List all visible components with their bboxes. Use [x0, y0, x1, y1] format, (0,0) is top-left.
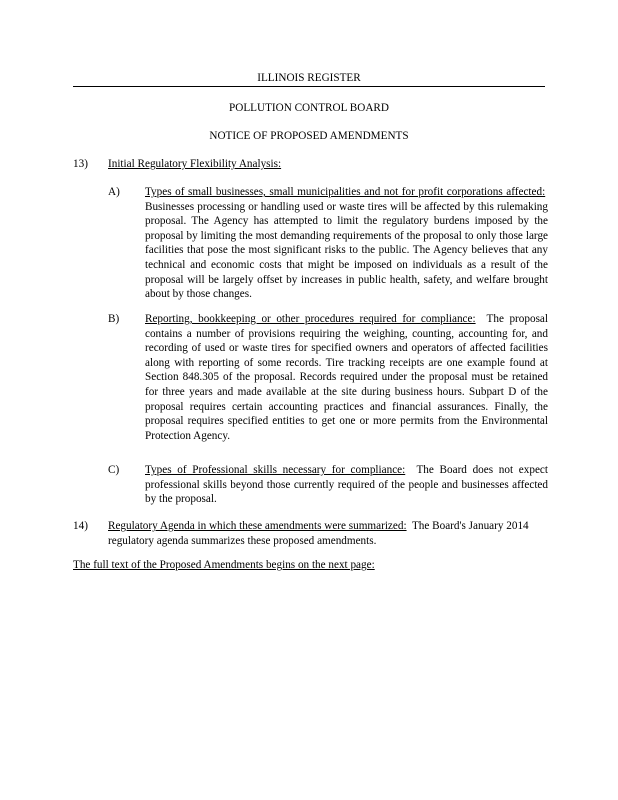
section-14-heading: Regulatory Agenda in which these amendments were summarized:	[108, 520, 407, 532]
agency-title: POLLUTION CONTROL BOARD	[229, 102, 389, 114]
item-a-letter: A)	[108, 186, 120, 198]
item-b-heading: Reporting, bookkeeping or other procedures required for compliance:	[145, 313, 476, 325]
closing-line: The full text of the Proposed Amendments begins on the next page:	[73, 559, 375, 571]
item-b-text: The proposal contains a number of provisions requiring the weighing, counting, accounting for, and recording of used or waste tires for specified owners and operators of affected facilities along with reporting of some records. Tire tracking receipts are one example found at Section 848.305 of the proposal. Records required under the proposal must be retained for three years and made available at the site during business hours. Subpart D of the proposal requires certain accounting practices and financial assurances. Finally, the proposal requires specified entities to get one or more permits from the Environmental Protection Agency.	[145, 313, 548, 442]
item-c-heading: Types of Professional skills necessary for compliance:	[145, 464, 406, 476]
section-13-number: 13)	[73, 158, 88, 170]
header-rule	[73, 86, 545, 87]
item-a-text: Businesses processing or handling used or waste tires will be affected by this rulemaking proposal. The Agency has attempted to limit the regulatory burdens imposed by the proposal by limiting the most demanding requirements of the proposal to only those large facilities that pose the most significant risks to the public. The Agency believes that any technical and economic costs that might be imposed on individuals as a result of the proposal will be largely offset by increases in public health, safety, and welfare brought about by those changes.	[145, 200, 548, 301]
item-b-letter: B)	[108, 313, 120, 325]
section-14-number: 14)	[73, 520, 88, 532]
item-c-text: The Board does not expect professional skills beyond those currently required of the people and businesses affected by the proposal.	[145, 464, 548, 506]
item-c-letter: C)	[108, 464, 120, 476]
section-13-title	[108, 157, 548, 172]
notice-title: NOTICE OF PROPOSED AMENDMENTS	[209, 130, 409, 142]
item-a-heading: Types of small businesses, small municipalities and not for profit corporations affected:	[145, 186, 546, 198]
section-13-heading: Initial Regulatory Flexibility Analysis:	[108, 158, 282, 170]
section-14-paragraph	[108, 519, 548, 548]
item-a-paragraph	[145, 185, 548, 302]
item-b-paragraph	[145, 312, 548, 443]
item-c-paragraph	[145, 463, 548, 507]
register-title: ILLINOIS REGISTER	[257, 72, 361, 84]
section-14-text: The Board's January 2014 regulatory agenda summarizes these proposed amendments.	[108, 520, 529, 547]
